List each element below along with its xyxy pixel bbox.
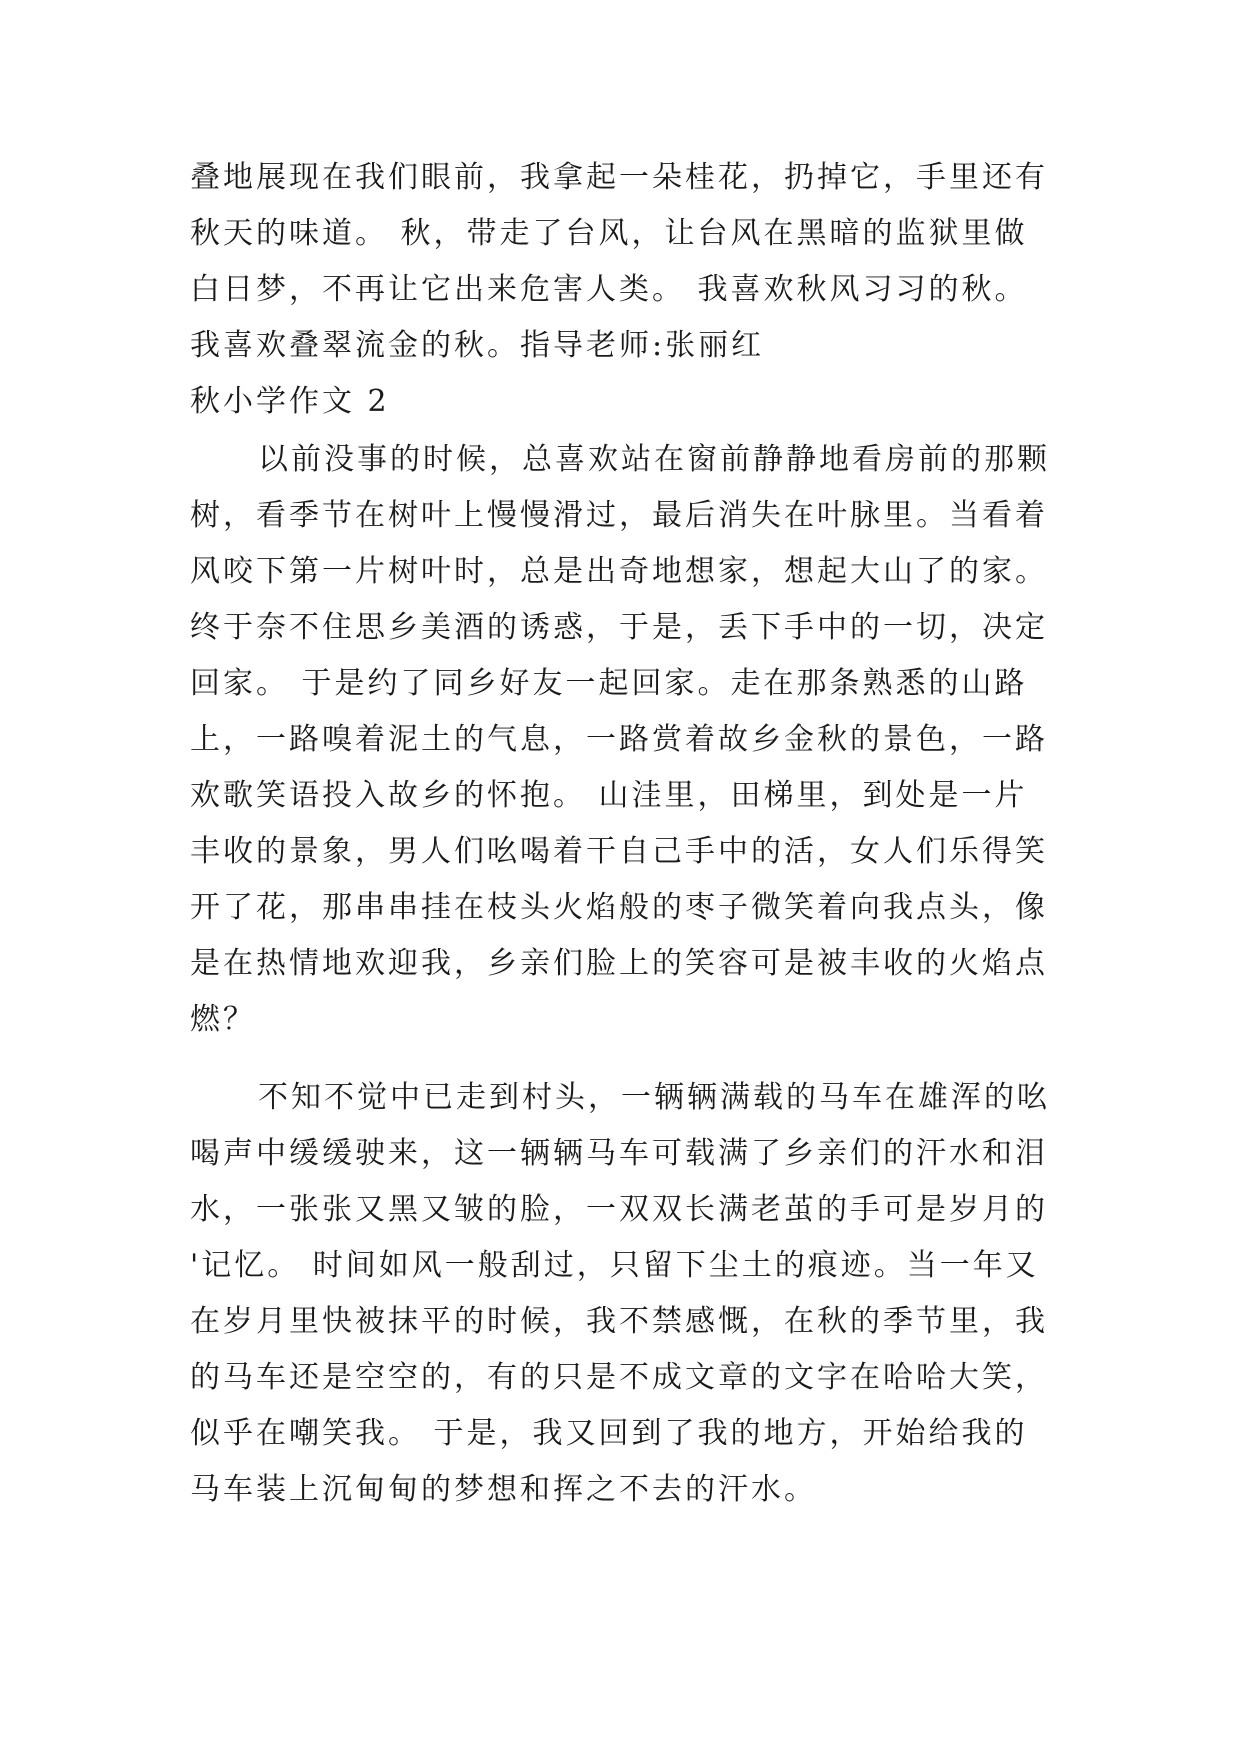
text-line: 终于奈不住思乡美酒的诱惑，于是，丢下手中的一切，决定 <box>190 610 1048 645</box>
text-line: 的马车还是空空的，有的只是不成文章的文字在哈哈大笑， <box>190 1360 1048 1395</box>
paragraph-start: 以前没事的时候，总喜欢站在窗前静静地看房前的那颗 <box>258 442 1050 477</box>
text-line: 风咬下第一片树叶时，总是出奇地想家，想起大山了的家。 <box>190 554 1048 589</box>
text-line: 叠地展现在我们眼前，我拿起一朵桂花，扔掉它，手里还有 <box>190 160 1048 195</box>
text-line: 在岁月里快被抹平的时候，我不禁感慨，在秋的季节里，我 <box>190 1304 1048 1339</box>
text-line: 水，一张张又黑又皱的脸，一双双长满老茧的手可是岁月的 <box>190 1192 1048 1227</box>
text-line: 是在热情地欢迎我，乡亲们脸上的笑容可是被丰收的火焰点 <box>190 946 1048 981</box>
text-line: 欢歌笑语投入故乡的怀抱。 山洼里，田梯里，到处是一片 <box>190 778 1028 813</box>
text-line: 我喜欢叠翠流金的秋。指导老师:张丽红 <box>190 328 765 363</box>
text-line: 回家。 于是约了同乡好友一起回家。走在那条熟悉的山路 <box>190 666 1028 701</box>
text-line: 燃？ <box>190 1002 256 1037</box>
text-line: 树，看季节在树叶上慢慢滑过，最后消失在叶脉里。当看着 <box>190 498 1048 533</box>
text-line: 喝声中缓缓驶来，这一辆辆马车可载满了乡亲们的汗水和泪 <box>190 1136 1048 1171</box>
text-line: 马车装上沉甸甸的梦想和挥之不去的汗水。 <box>190 1472 817 1507</box>
text-line: 似乎在嘲笑我。 于是，我又回到了我的地方，开始给我的 <box>190 1416 1028 1451</box>
text-line: 开了花，那串串挂在枝头火焰般的枣子微笑着向我点头，像 <box>190 890 1048 925</box>
text-line: 秋天的味道。 秋，带走了台风，让台风在黑暗的监狱里做 <box>190 216 1028 251</box>
text-line: 丰收的景象，男人们吆喝着干自己手中的活，女人们乐得笑 <box>190 834 1048 869</box>
paragraph-start: 不知不觉中已走到村头，一辆辆满载的马车在雄浑的吆 <box>258 1080 1050 1115</box>
section-heading: 秋小学作文 2 <box>190 384 390 419</box>
text-line: 白日梦，不再让它出来危害人类。 我喜欢秋风习习的秋。 <box>190 272 1028 307</box>
text-line: '记忆。 时间如风一般刮过，只留下尘土的痕迹。当一年又 <box>190 1248 1039 1283</box>
text-line: 上，一路嗅着泥土的气息，一路赏着故乡金秋的景色，一路 <box>190 722 1048 757</box>
